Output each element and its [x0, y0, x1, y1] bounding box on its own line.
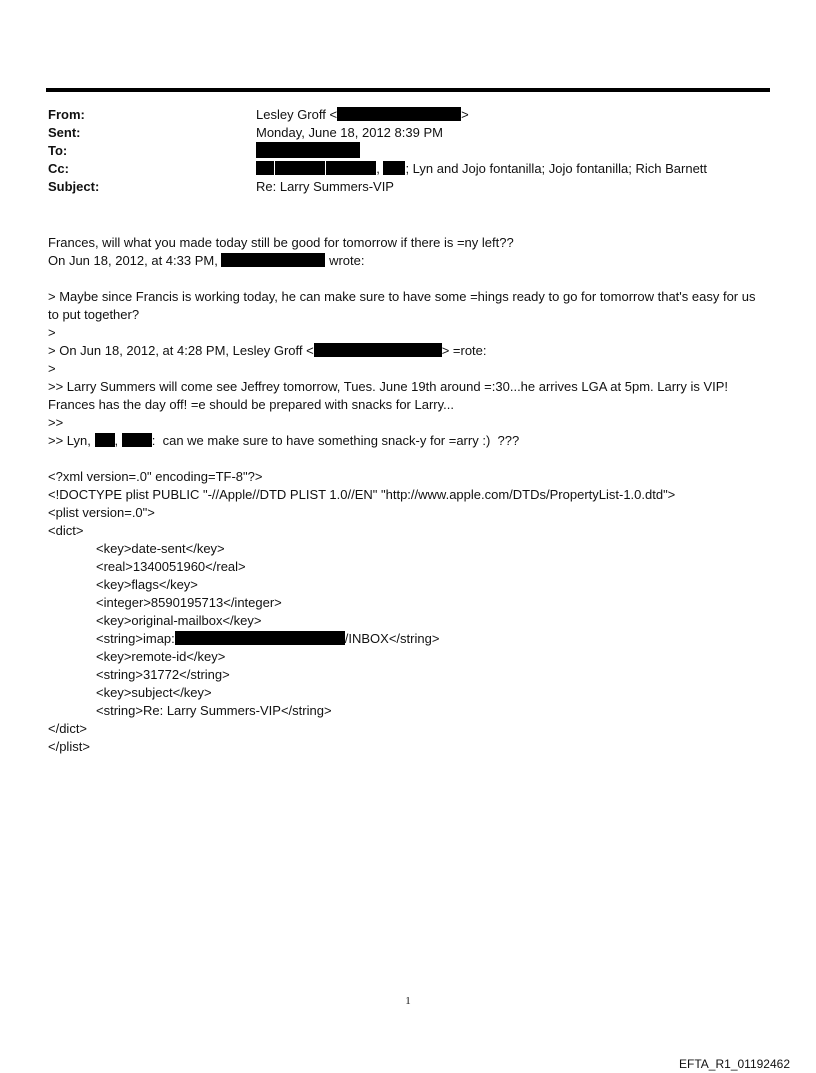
from-row [48, 106, 768, 124]
redaction-box [275, 161, 325, 175]
redaction-box [122, 433, 152, 447]
redaction-box [326, 161, 376, 175]
lyn-comma: , [114, 433, 119, 448]
cc-comma: , [376, 161, 380, 176]
subject-label: Subject: [48, 179, 100, 194]
plist-line: <plist version=.0"> [48, 505, 155, 520]
subject-value: Re: Larry Summers-VIP [256, 179, 394, 194]
to-row [48, 142, 768, 160]
plist-line: <string>Re: Larry Summers-VIP</string> [96, 703, 332, 718]
nested-quote-rote: > =rote: [441, 343, 487, 358]
plist-line: <key>subject</key> [96, 685, 212, 700]
sent-row [48, 124, 768, 142]
quote-header-wrote: wrote: [329, 253, 365, 268]
plist-line: </dict> [48, 721, 88, 736]
sent-value: Monday, June 18, 2012 8:39 PM [256, 125, 443, 140]
nested-quote-text: > On Jun 18, 2012, at 4:28 PM, Lesley Groff < [48, 343, 314, 358]
from-name: Lesley Groff < [256, 107, 338, 122]
header-rule [46, 88, 770, 92]
sent-label: Sent: [48, 125, 81, 140]
plist-line: <!DOCTYPE plist PUBLIC "-//Apple//DTD PLIST 1.0//EN" "http://www.apple.com/DTDs/PropertyList-1.0.dtd"> [48, 487, 676, 502]
nested-quoted-paragraph: >> Larry Summers will come see Jeffrey tomorrow, Tues. June 19th around =:30...he arrives LGA at 5pm. Larry is VIP! Frances has the day off! =e should be prepared with snacks for Larry... [48, 379, 729, 412]
body-line: Frances, will what you made today still be good for tomorrow if there is =ny left?? [48, 235, 514, 250]
plist-line [48, 630, 768, 648]
cc-row [48, 160, 768, 178]
plist-line: <string>31772</string> [96, 667, 230, 682]
redaction-box [337, 107, 461, 121]
document-id: EFTA_R1_01192462 [679, 1057, 790, 1071]
plist-line: <key>flags</key> [96, 577, 198, 592]
cc-tail: ; Lyn and Jojo fontanilla; Jojo fontanilla; Rich Barnett [405, 161, 708, 176]
cc-value [256, 160, 707, 178]
quote-marker: > [48, 361, 56, 376]
lyn-line [48, 432, 768, 450]
plist-line: <key>remote-id</key> [96, 649, 226, 664]
from-bracket: > [461, 107, 469, 122]
lyn-suffix: : can we make sure to have something snack-y for =arry :) ??? [151, 433, 520, 448]
quote-header-text: On Jun 18, 2012, at 4:33 PM, [48, 253, 218, 268]
from-label: From: [48, 107, 85, 122]
subject-row [48, 178, 768, 196]
page-number: 1 [405, 995, 411, 1007]
lyn-prefix: >> Lyn, [48, 433, 91, 448]
to-label: To: [48, 143, 68, 158]
plist-line: <key>original-mailbox</key> [96, 613, 262, 628]
from-value [256, 106, 469, 124]
redaction-box [175, 631, 345, 645]
redaction-box [314, 343, 442, 357]
quote-marker: > [48, 325, 56, 340]
spacer [48, 270, 768, 288]
quoted-paragraph: > Maybe since Francis is working today, he can make sure to have some =hings ready to go for tomorrow that's easy for us to put together? [48, 289, 756, 322]
email-header [48, 106, 768, 196]
plist-line: <dict> [48, 523, 84, 538]
redaction-box [221, 253, 325, 267]
plist-imap-suffix: /INBOX</string> [344, 631, 440, 646]
plist-imap-prefix: <string>imap: [96, 631, 175, 646]
quote-header-line [48, 252, 768, 270]
plist-line: <key>date-sent</key> [96, 541, 225, 556]
plist-line: </plist> [48, 739, 90, 754]
to-value [256, 142, 360, 161]
plist-line: <integer>8590195713</integer> [96, 595, 282, 610]
quote-marker: >> [48, 415, 64, 430]
nested-quote-header [48, 342, 768, 360]
redaction-box [95, 433, 115, 447]
spacer [48, 450, 768, 468]
redaction-box [256, 161, 274, 175]
email-body [48, 234, 768, 756]
redaction-box [256, 142, 360, 158]
plist-line: <?xml version=.0" encoding=TF-8"?> [48, 469, 263, 484]
redaction-box [383, 161, 405, 175]
plist-line: <real>1340051960</real> [96, 559, 246, 574]
cc-label: Cc: [48, 161, 69, 176]
